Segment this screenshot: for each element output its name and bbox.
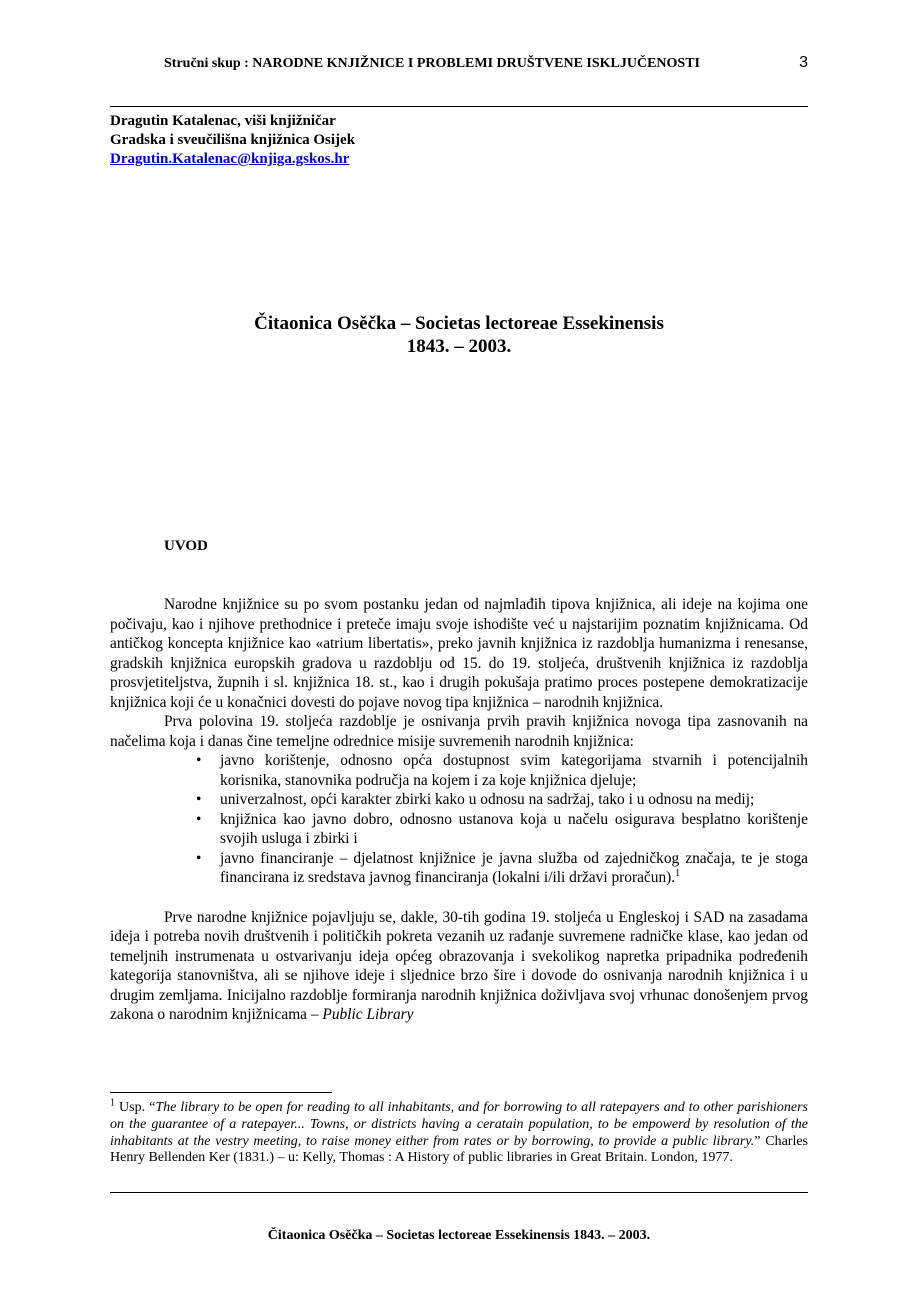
page-number: 3 bbox=[799, 54, 808, 71]
paragraph-1: Narodne knjižnice su po svom postanku jedan od najmlađih tipova knjižnica, ali ideje na kojima one počivaju, kao i njihove prethodnice i preteče imaju svoje ishodište već u najstarijim poznatim knjižnicama. Od antičkog koncepta knjižnice kao «atrium libertatis», preko javnih knjižnica iz razdoblja humanizma i renesanse, gradskih knjižnica europskih gradova u razdoblju od 15. do 19. stoljeća, društvenih knjižnica iz razdoblja prosvjetiteljstva, župnih i sl. knjižnica 18. st., kao i drugih pokušaja pratimo proces postepene demokratizacije knjižnica koji će u konačnici dovesti do pojave novog tipa knjižnica – narodnih knjižnica. bbox=[110, 596, 808, 711]
author-email-link[interactable]: Dragutin.Katalenac@knjiga.gskos.hr bbox=[110, 151, 350, 167]
running-header bbox=[110, 52, 808, 82]
paragraph-2: Prva polovina 19. stoljeća razdoblje je osnivanja prvih pravih knjižnica novoga tipa zasnovanih na načelima koja i danas čine temeljne odrednice misije suvremenih narodnih knjižnica: bbox=[110, 713, 808, 750]
document-title bbox=[0, 312, 918, 358]
title-line-2: 1843. – 2003. bbox=[406, 336, 512, 357]
paragraph-3-text: Prve narodne knjižnice pojavljuju se, dakle, 30-tih godina 19. stoljeća u Engleskoj i SAD na zasadama ideja i potreba novih društvenih i političkih pokreta vezanih uz rađanje suvremene radničke klase, kao jedan od temeljnih instrumenata u ostvarivanju ideja općeg obrazovanja i svekolikog napretka pripadnika podređenih kategorija stanovništva, ali se njihove ideje i sljednice brzo šire i dovode do osnivanja narodnih knjižnica i u drugim zemljama. Inicijalno razdoblje formiranja narodnih knjižnica doživljava svoj vrhunac donošenjem prvog zakona o narodnim knjižnicama – bbox=[110, 908, 808, 1023]
list-item: • knjižnica kao javno dobro, odnosno ustanova koja u načelu osigurava besplatno korištenje svojih usluga i zbirki i bbox=[220, 810, 808, 849]
footnote bbox=[110, 1097, 809, 1167]
footnote-reference[interactable]: 1 bbox=[675, 867, 681, 879]
author-name: Dragutin Katalenac, viši knjižničar bbox=[110, 113, 336, 129]
header-divider bbox=[110, 106, 808, 107]
footnote-number: 1 bbox=[110, 1097, 115, 1109]
principles-list bbox=[110, 751, 808, 888]
list-item bbox=[220, 849, 808, 888]
author-block bbox=[110, 112, 355, 169]
running-footer: Čitaonica Osěčka – Societas lectoreae Essekinensis 1843. – 2003. bbox=[267, 1228, 651, 1243]
author-institution: Gradska i sveučilišna knjižnica Osijek bbox=[110, 132, 356, 148]
footer-divider bbox=[110, 1192, 808, 1193]
list-item-text: javno financiranje – djelatnost knjižnice je javna služba od zajedničkog značaja, te je stoga financirana iz sredstava javnog financiranja (lokalni i/ili državi proračun). bbox=[220, 849, 808, 886]
title-line-1: Čitaonica Osěčka – Societas lectoreae Essekinensis bbox=[254, 313, 664, 334]
footnote-citation: ” Charles Henry Bellenden Ker (1831.) – u: Kelly, Thomas : A History of public libraries in Great Britain. London, 1977. bbox=[110, 1133, 808, 1166]
header-text: Stručni skup : NARODNE KNJIŽNICE I PROBLEMI DRUŠTVENE ISKLJUČENOSTI bbox=[164, 56, 700, 71]
paragraph-3-italic: Public Library bbox=[322, 1006, 414, 1023]
list-item: • univerzalnost, opći karakter zbirki kako u odnosu na sadržaj, tako i u odnosu na medij; bbox=[220, 790, 808, 810]
footnote-divider bbox=[110, 1092, 332, 1093]
section-heading: UVOD bbox=[164, 538, 208, 554]
paragraph-3 bbox=[110, 908, 808, 1025]
footnote-quote: The library to be open for reading to all inhabitants, and for borrowing to all ratepayers and to other parishioners on the guarantee of a ratepayer... Towns, or districts having a ceratain population, to be empowerd by resolution of the inhabitants at the vestry meeting, to raise money either from rates or by borrowing, to provide a public library. bbox=[110, 1100, 809, 1149]
footnote-prefix: Usp. “ bbox=[119, 1100, 156, 1115]
list-item: • javno korištenje, odnosno opća dostupnost svim kategorijama stvarnih i potencijalnih korisnika, stanovnika područja na kojem i za koje knjižnica djeluje; bbox=[220, 751, 808, 790]
body-text bbox=[110, 595, 808, 1025]
